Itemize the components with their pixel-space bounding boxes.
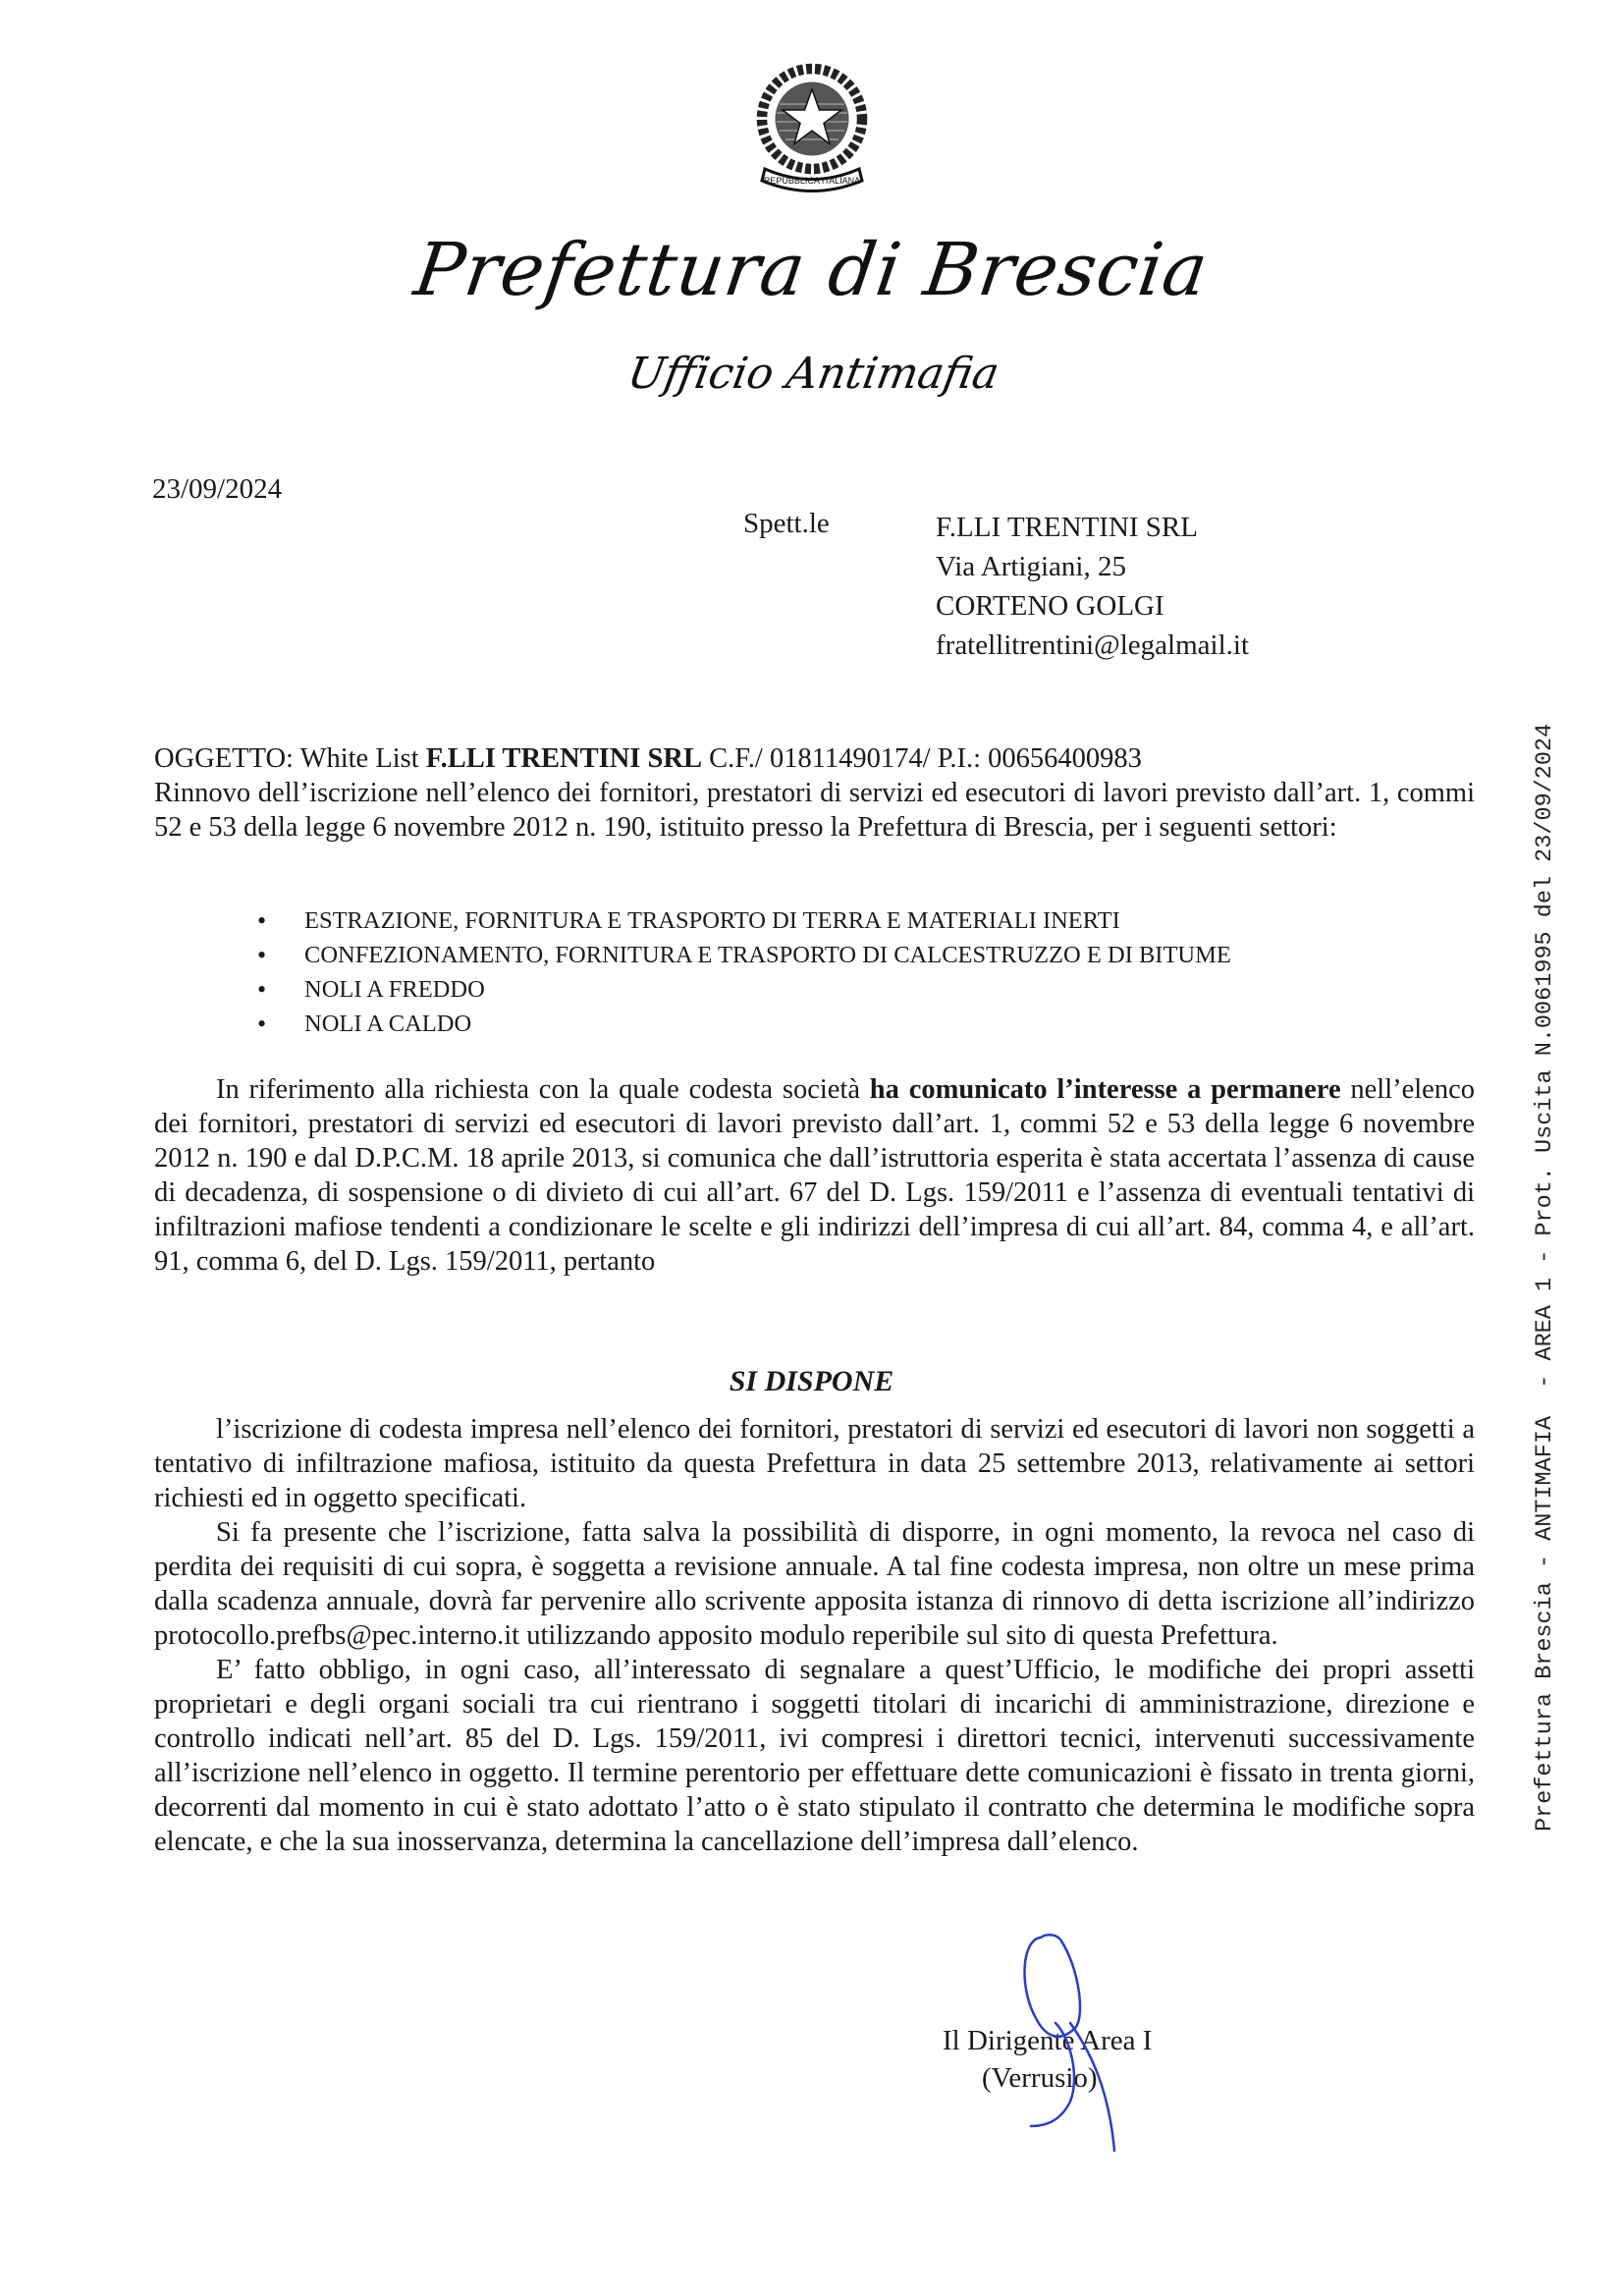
subject-company: F.LLI TRENTINI SRL <box>425 743 702 774</box>
sector-item: • NOLI A FREDDO <box>257 972 1231 1007</box>
recipient-email: fratellitrentini@legalmail.it <box>936 629 1250 661</box>
signature-role: Il Dirigente Area I <box>943 2025 1153 2056</box>
subject-ids: C.F./ 01811490174/ P.I.: 00656400983 <box>701 743 1142 774</box>
recipient-street: Via Artigiani, 25 <box>936 551 1126 582</box>
subject-block <box>154 741 1475 845</box>
paragraph-request-after: nell’elenco dei fornitori, prestatori di servizi ed esecutori di lavori previsto dall’art. 1, commi 52 e 53 della legge 6 novembre 2012 n. 190 e dal D.P.C.M. 18 aprile 2013, si comunica che dall’istruttoria esperita è stata accertata l’assenza di cause di decadenza, di sospensione o di divieto di cui all’art. 67 del D. Lgs. 159/2011 e l’assenza di eventuali tentativi di infiltrazioni mafiose tendenti a condizionare le scelte e gli indirizzi dell’impresa di cui all’art. 84, comma 4, e all’art. 91, comma 6, del D. Lgs. 159/2011, pertanto <box>154 1074 1475 1277</box>
paragraphs-block <box>154 1412 1475 1859</box>
sector-item: • NOLI A CALDO <box>257 1007 1231 1041</box>
office-subtitle: Ufficio Antimafia <box>623 349 1003 399</box>
dispone-heading: SI DISPONE <box>729 1365 894 1397</box>
recipient-address <box>936 508 1249 665</box>
recipient-label: Spett.le <box>743 508 830 539</box>
protocol-stamp: Prefettura Brescia - ANTIMAFIA - AREA 1 - Prot. Uscita N.0061995 del 23/09/2024 <box>1532 723 1558 1831</box>
recipient-city: CORTENO GOLGI <box>936 590 1164 622</box>
signature-name: (Verrusio) <box>982 2062 1098 2094</box>
paragraph-obligation: E’ fatto obbligo, in ogni caso, all’interessato di segnalare a quest’Ufficio, le modifiche dei propri assetti proprietari e degli organi sociali tra cui rientrano i soggetti titolari di incarichi di amministrazione, direzione e controllo indicati nell’art. 85 del D. Lgs. 159/2011, ivi compresi i direttori tecnici, intervenuti successivamente all’iscrizione nell’elenco in oggetto. Il termine perentorio per effettuare dette comunicazioni è fissato in trenta giorni, decorrenti dal momento in cui è stato adottato l’atto o è stato stipulato il contratto che determina le modifiche sopra elencate, e che la sua inosservanza, determina la cancellazione dell’impresa dall’elenco. <box>154 1655 1475 1857</box>
sector-item: • ESTRAZIONE, FORNITURA E TRASPORTO DI TERRA E MATERIALI INERTI <box>257 903 1231 938</box>
letter-date: 23/09/2024 <box>152 473 283 505</box>
sector-item: • CONFEZIONAMENTO, FORNITURA E TRASPORTO DI CALCESTRUZZO E DI BITUME <box>257 938 1231 972</box>
subject-prefix: OGGETTO: White List <box>154 743 426 774</box>
italian-republic-emblem-icon <box>738 54 886 201</box>
paragraph-registration: l’iscrizione di codesta impresa nell’elenco dei fornitori, prestatori di servizi ed esecutori di lavori non soggetti a tentativo di infiltrazione mafiosa, istituito da questa Prefettura in data 25 settembre 2013, relativamente ai settori richiesti ed in oggetto specificati. <box>154 1414 1475 1513</box>
subject-text: Rinnovo dell’iscrizione nell’elenco dei fornitori, prestatori di servizi ed esecutori di lavori previsto dall’art. 1, commi 52 e 53 della legge 6 novembre 2012 n. 190, istituito presso la Prefettura di Brescia, per i seguenti settori: <box>154 778 1475 843</box>
paragraph-request-bold: ha comunicato l’interesse a permanere <box>869 1074 1341 1105</box>
emblem-banner-text: REPUBBLICA ITALIANA <box>763 176 861 186</box>
paragraph-revision: Si fa presente che l’iscrizione, fatta salva la possibilità di disporre, in ogni momento, la revoca nel caso di perdita dei requisiti di cui sopra, è soggetta a revisione annuale. A tal fine codesta impresa, non oltre un mese prima dalla scadenza annuale, dovrà far pervenire allo scrivente apposita istanza di rinnovo di detta iscrizione all’indirizzo protocollo.prefbs@pec.interno.it utilizzando apposito modulo reperibile sul sito di questa Prefettura. <box>154 1517 1475 1651</box>
office-title: Prefettura di Brescia <box>409 228 1214 312</box>
sectors-list <box>257 903 1231 1041</box>
paragraph-request <box>154 1072 1475 1279</box>
subject-line <box>154 741 1475 776</box>
handwritten-signature-icon <box>1001 1930 1149 2165</box>
paragraph-request-before: In riferimento alla richiesta con la quale codesta società <box>216 1074 870 1105</box>
recipient-company: F.LLI TRENTINI SRL <box>936 512 1198 543</box>
